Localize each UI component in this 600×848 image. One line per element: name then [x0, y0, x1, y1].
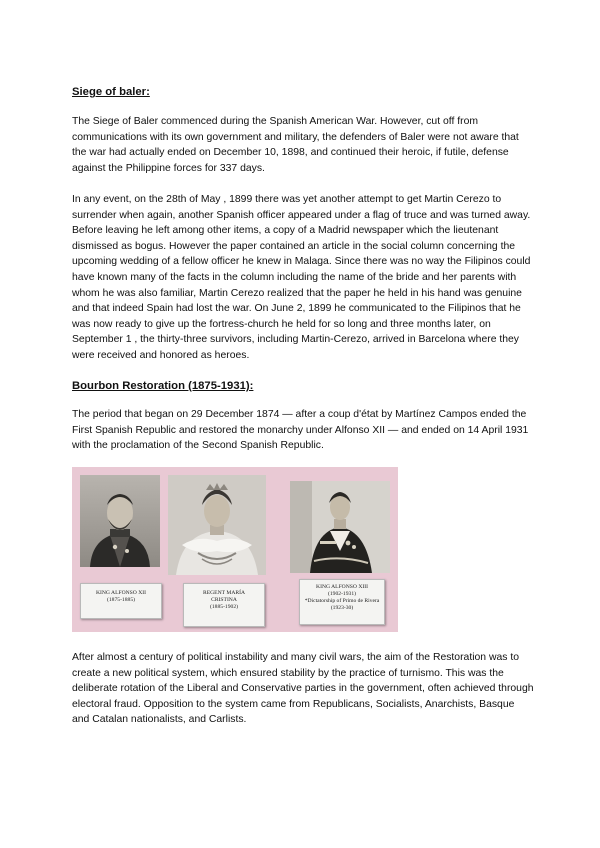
caption-maria-cristina — [183, 583, 265, 627]
portrait-alfonso-xii-image — [80, 475, 160, 567]
caption-line: (1875-1885) — [107, 597, 135, 603]
section-heading-restoration: Bourbon Restoration (1875-1931): — [72, 380, 254, 392]
photo-maria-cristina — [168, 475, 266, 575]
paragraph-siege-intro: The Siege of Baler commenced during the Spanish American War. However, cut off from communications with its own government and military, the defenders of Baler were not aware that the war had actually ended on December 10, 1898, and continued their heroic, if futile, defense against the Philippine forces for 337 days. — [72, 116, 519, 174]
caption-line: (1885-1902) — [210, 604, 238, 610]
caption-line: CRISTINA — [211, 597, 237, 603]
caption-line: *Dictatorship of Primo de Rivera (1923-30) — [304, 598, 380, 611]
paragraph-restoration-period: The period that began on 29 December 1874 — after a coup d'état by Martínez Campos ended the First Spanish Republic and restored the monarchy under Alfonso XII — and ended on 14 April 1931 with the proclamation of the Second Spanish Republic. — [72, 409, 529, 452]
photo-alfonso-xii — [80, 475, 160, 567]
portrait-maria-cristina-image — [168, 475, 266, 575]
caption-line: REGENT MARÍA — [202, 590, 245, 596]
paragraph-restoration-turnismo: After almost a century of political instability and many civil wars, the aim of the Restoration was to create a new political system, which ensured stability by the practice of turnismo. This was the deliberate rotation of the Liberal and Conservative parties in the government, often achieved through electoral fraud. Opposition to the system came from Republicans, Socialists, Anarchists, Basque and Catalan nationalists, and Carlists. — [72, 652, 534, 726]
caption-line: KING ALFONSO XIII — [316, 584, 368, 590]
portrait-alfonso-xiii-image — [290, 481, 390, 573]
caption-alfonso-xiii — [299, 579, 385, 625]
section-heading-siege: Siege of baler: — [72, 86, 150, 98]
caption-line: (1902-1931) — [328, 591, 356, 597]
caption-alfonso-xii — [80, 583, 162, 619]
photo-alfonso-xiii — [290, 481, 390, 573]
caption-line: KING ALFONSO XII — [95, 590, 147, 596]
monarchs-figure — [72, 467, 398, 632]
paragraph-siege-surrender: In any event, on the 28th of May , 1899 there was yet another attempt to get Martin Cerezo to surrender when again, another Spanish officer appeared under a flag of truce and was turned away. Before leaving he left among other items, a copy of a Madrid newspaper which the lieutenant dismissed as bogus. However the paper contained an article in the social column concerning the upcoming wedding of a fellow officer he knew in Malaga. Since there was no way the Filipinos could have known many of the facts in the column including the name of the bride and her parents with whom he was also familiar, Martin Cerezo realized that the paper he held in his hand was genuine and that indeed Spain had lost the war. On June 2, 1899 he communicated to the Filipinos that he was now ready to give up the fortress-church he held for so long and three months later, on September 1 , the thirty-three survivors, including Martin-Cerezo, arrived in Barcelona where they were received and honored as heroes. — [72, 194, 531, 361]
